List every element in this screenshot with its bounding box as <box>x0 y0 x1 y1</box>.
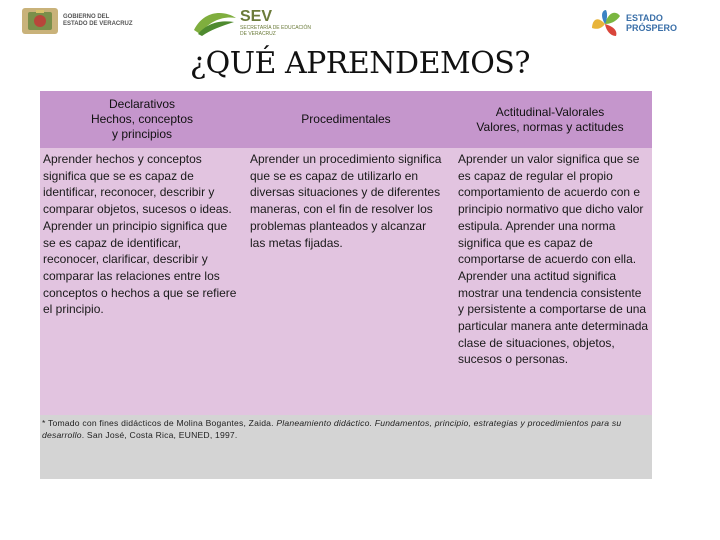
sev-line2: DE VERACRUZ <box>240 31 276 37</box>
leaf-icon <box>192 8 238 38</box>
cell-actitudinal-valorales: Aprender un valor significa que se es capaz de regular el propio comportamiento de acuerdo con e principio normativo que dicho valor estipula. Aprender una norma significa que es capaz de comportarse de acuerdo con ella. Aprender una actitud significa mostrar una tendencia consistente y persistente a comportarse de una particular manera ante determinada clase de situaciones, objetos, sucesos o personas. <box>458 152 649 367</box>
logo-left-line1: GOBIERNO DEL <box>63 14 110 20</box>
logo-bar <box>0 0 720 48</box>
coat-of-arms-icon <box>20 6 60 36</box>
logo-estado-prospero <box>588 8 677 38</box>
header-procedimentales: Procedimentales <box>301 112 391 126</box>
logo-right-line2: PRÓSPERO <box>626 23 678 33</box>
logo-gobierno-veracruz <box>20 6 133 36</box>
logo-sev <box>192 8 311 38</box>
footnote-prefix: * Tomado con fines didácticos de Molina Bogantes, Zaida. <box>42 418 277 428</box>
table-header-row <box>40 91 652 148</box>
flower-icon <box>588 8 622 38</box>
footnote-text <box>42 417 650 441</box>
table-body-row <box>40 151 652 368</box>
source-footnote <box>40 415 652 479</box>
cell-procedimentales: Aprender un procedimiento significa que se es capaz de utilizarlo en diversas situaciones y de diferentes maneras, con el fin de resolver los problemas planteados y alcanzar las metas fijadas. <box>250 152 442 250</box>
cell-declarativos: Aprender hechos y conceptos significa que se es capaz de identificar, reconocer, describir y comparar objetos, sucesos o ideas. Aprender un principio significa que se es capaz de identificar, reconocer, clarificar, describir y comparar las relaciones entre los conceptos o hechos a que se refiere el principio. <box>43 152 237 317</box>
footnote-suffix: . San José, Costa Rica, EUNED, 1997. <box>81 430 238 440</box>
header-declarativos: Declarativos Hechos, conceptos y principios <box>90 97 194 141</box>
sev-title: SEV <box>240 8 273 25</box>
header-actitudinal-valorales: Actitudinal-Valorales Valores, normas y actitudes <box>476 104 624 134</box>
page-title: ¿QUÉ APRENDEMOS? <box>190 46 530 81</box>
logo-left-line2: ESTADO DE VERACRUZ <box>63 21 133 27</box>
footnote-italic: Planeamiento didáctico. Fundamentos, principio, estrategias y procedimientos para su desarrollo <box>42 418 622 440</box>
logo-right-line1: ESTADO <box>626 13 663 23</box>
sev-line1: SECRETARÍA DE EDUCACIÓN <box>240 25 312 31</box>
